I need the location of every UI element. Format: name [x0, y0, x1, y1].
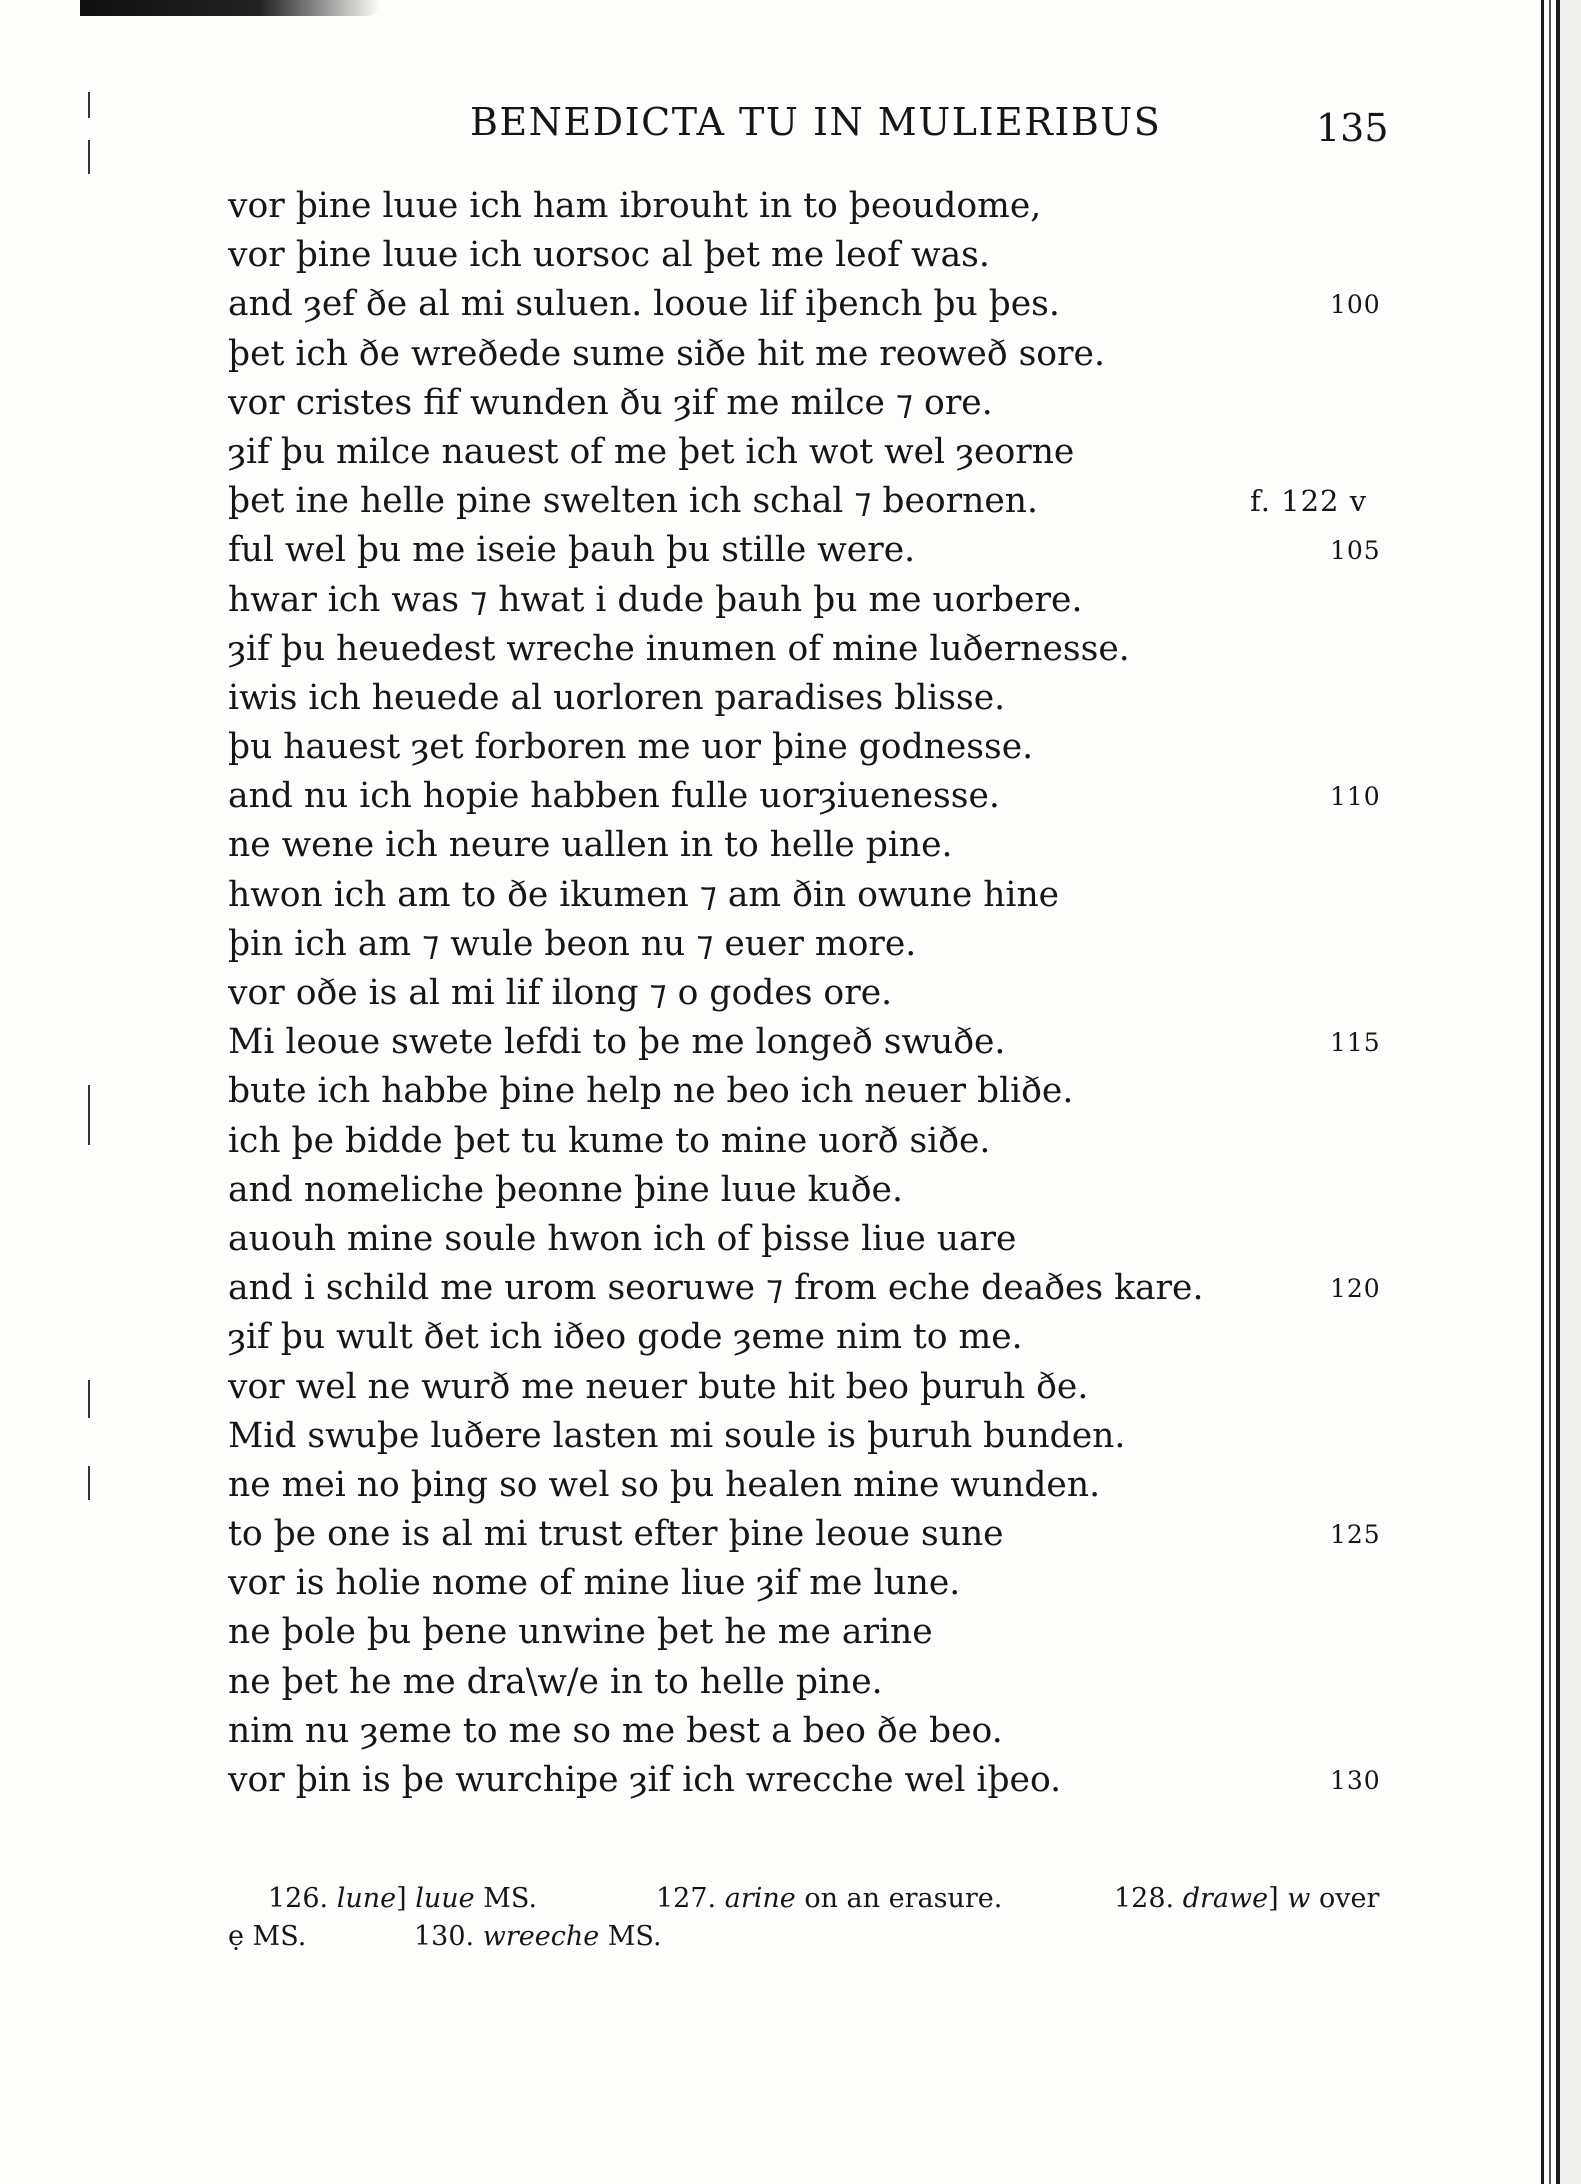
verse-line [228, 969, 1428, 1018]
margin-mark [88, 1085, 90, 1145]
footnote-126: 126. lune] luue MS. [268, 1883, 538, 1914]
verse-line [228, 723, 1428, 772]
footnote-row [228, 1918, 1388, 1956]
footnotes [228, 1880, 1388, 1956]
verse-text: and nu ich hopie habben fulle uorȝiuenesse. [228, 776, 1000, 817]
verse-line [228, 1658, 1428, 1707]
verse-line [228, 379, 1428, 428]
folio-reference: f. 122 v [1250, 484, 1368, 519]
verse-text: ne wene ich neure uallen in to helle pine. [228, 825, 953, 866]
footnote-127: 127. arine on an erasure. [656, 1883, 1003, 1914]
verse-line [228, 1264, 1428, 1313]
verse-line [228, 1215, 1428, 1264]
verse-line [228, 1608, 1428, 1657]
verse-line [228, 1756, 1428, 1805]
verse-text: nim nu ȝeme to me so me best a beo ðe beo. [228, 1710, 1003, 1751]
verse-line [228, 428, 1428, 477]
verse-text: and i schild me urom seoruwe ⁊ from eche deaðes kare. [228, 1268, 1204, 1309]
line-number: 100 [1330, 290, 1381, 320]
page-number: 135 [1316, 106, 1389, 150]
verse-text: Mi leoue swete lefdi to þe me longeð swuðe. [228, 1022, 1006, 1063]
verse-text: and ȝef ðe al mi suluen. looue lif iþench þu þes. [228, 284, 1060, 325]
verse-line [228, 1461, 1428, 1510]
verse-text: þet ich ðe wreðede sume siðe hit me reoweð sore. [228, 333, 1105, 374]
verse-text: þet ine helle pine swelten ich schal ⁊ beornen. [228, 481, 1038, 522]
verse-line [228, 526, 1428, 575]
footnote-128-continued: ẹ MS. [228, 1921, 307, 1952]
verse-line [228, 1707, 1428, 1756]
line-number: 110 [1330, 782, 1381, 812]
margin-mark [88, 1380, 90, 1418]
verse-line [228, 280, 1428, 329]
verse-text: þu hauest ȝet forboren me uor þine godnesse. [228, 727, 1034, 768]
footnote-128: 128. drawe] w over [1114, 1883, 1380, 1914]
verse-text: iwis ich heuede al uorloren paradises blisse. [228, 677, 1006, 718]
verse-text: ne mei no þing so wel so þu healen mine wunden. [228, 1464, 1101, 1505]
verse-line [228, 1559, 1428, 1608]
verse-text: ȝif þu heuedest wreche inumen of mine luðernesse. [228, 628, 1130, 669]
verse-line [228, 1067, 1428, 1116]
verse-line [228, 821, 1428, 870]
footnote-row [228, 1880, 1388, 1918]
verse-line [228, 871, 1428, 920]
line-number: 105 [1330, 536, 1381, 566]
verse-text: ne þole þu þene unwine þet he me arine [228, 1612, 933, 1653]
verse-line [228, 625, 1428, 674]
verse-text: þin ich am ⁊ wule beon nu ⁊ euer more. [228, 923, 917, 964]
line-number: 120 [1330, 1274, 1381, 1304]
verse-line [228, 772, 1428, 821]
verse-text: vor þine luue ich ham ibrouht in to þeoudome, [228, 186, 1042, 226]
gutter-line [1549, 0, 1551, 2184]
line-number: 130 [1330, 1766, 1381, 1795]
verse-body [228, 182, 1428, 1805]
verse-text: and nomeliche þeonne þine luue kuðe. [228, 1169, 903, 1210]
verse-text: ȝif þu milce nauest of me þet ich wot wel ȝeorne [228, 431, 1075, 472]
line-number: 115 [1330, 1028, 1381, 1058]
verse-text: vor cristes fif wunden ðu ȝif me milce ⁊ ore. [228, 382, 993, 423]
verse-line [228, 1166, 1428, 1215]
running-title: BENEDICTA TU IN MULIERIBUS [470, 100, 1162, 144]
verse-text: ȝif þu wult ðet ich iðeo gode ȝeme nim to me. [228, 1317, 1023, 1358]
verse-line [228, 576, 1428, 625]
verse-text: auouh mine soule hwon ich of þisse liue uare [228, 1218, 1017, 1259]
gutter-line [1541, 0, 1544, 2184]
verse-line [228, 477, 1428, 526]
verse-line [228, 1018, 1428, 1067]
verse-text: to þe one is al mi trust efter þine leoue sune [228, 1514, 1004, 1555]
verse-line [228, 1313, 1428, 1362]
verse-line [228, 674, 1428, 723]
verse-line [228, 1510, 1428, 1559]
verse-text: ich þe bidde þet tu kume to mine uorð siðe. [228, 1120, 991, 1161]
verse-text: vor wel ne wurð me neuer bute hit beo þuruh ðe. [228, 1366, 1089, 1407]
verse-line [228, 1363, 1428, 1412]
margin-mark [88, 1466, 90, 1500]
verse-line [228, 231, 1428, 280]
gutter-shadow [1560, 0, 1581, 2184]
verse-text: vor is holie nome of mine liue ȝif me lune. [228, 1563, 961, 1604]
verse-text: ne þet he me dra\w/e in to helle pine. [228, 1661, 883, 1702]
verse-text: ful wel þu me iseie þauh þu stille were. [228, 530, 916, 571]
scan-smudge [80, 0, 380, 16]
margin-mark [88, 140, 90, 174]
line-number: 125 [1330, 1520, 1381, 1550]
verse-text: Mid swuþe luðere lasten mi soule is þuruh bunden. [228, 1415, 1126, 1456]
verse-line [228, 1117, 1428, 1166]
verse-text: vor þin is þe wurchipe ȝif ich wrecche wel iþeo. [228, 1760, 1062, 1800]
verse-text: bute ich habbe þine help ne beo ich neuer bliðe. [228, 1071, 1074, 1112]
verse-line [228, 330, 1428, 379]
margin-mark [88, 92, 90, 118]
verse-line [228, 182, 1428, 231]
verse-text: vor þine luue ich uorsoc al þet me leof was. [228, 235, 990, 276]
verse-text: hwar ich was ⁊ hwat i dude þauh þu me uorbere. [228, 579, 1083, 620]
footnote-130: 130. wreeche MS. [414, 1921, 662, 1952]
verse-line [228, 1412, 1428, 1461]
verse-text: vor oðe is al mi lif ilong ⁊ o godes ore. [228, 973, 893, 1013]
verse-line [228, 920, 1428, 969]
verse-text: hwon ich am to ðe ikumen ⁊ am ðin owune hine [228, 874, 1060, 915]
